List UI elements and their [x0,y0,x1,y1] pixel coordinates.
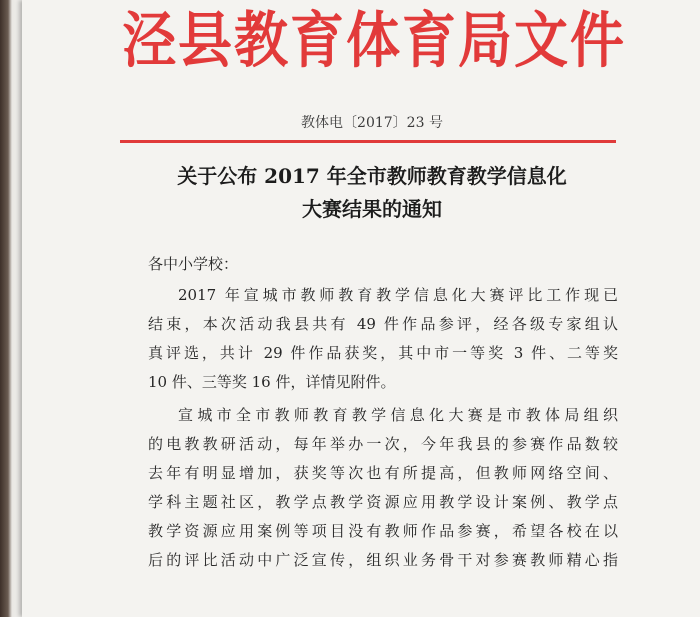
body-line-2: 结束，本次活动我县共有 49 件作品参评，经各级专家组认 [148,315,618,333]
document-number: 教体电〔2017〕23 号 [301,115,443,131]
body-line-10: 后的评比活动中广泛宣传，组织业务骨干对参赛教师精心指 [148,551,618,569]
body-line-7: 去年有明显增加，获奖等次也有所提高，但教师网络空间、 [148,464,618,482]
body-line-8: 学科主题社区，教学点教学资源应用教学设计案例、教学点 [148,493,618,511]
body-line-1: 2017 年宣城市教师教育教学信息化大赛评比工作现已 [178,286,618,304]
agency-title: 泾县教育体育局文件 [122,5,626,76]
body-line-4: 10 件、三等奖 16 件，详情见附件。 [148,373,396,391]
body-line-3: 真评选，共计 29 件作品获奖，其中市一等奖 3 件、二等奖 [148,344,618,362]
body-line-5: 宣城市全市教师教育教学信息化大赛是市教体局组织 [178,406,618,424]
addressee: 各中小学校： [148,255,239,273]
red-header-rule [120,140,616,143]
document-page [22,0,700,617]
notice-title-line-2: 大赛结果的通知 [302,197,442,221]
notice-title-line-1: 关于公布 2017 年全市教师教育教学信息化 [177,164,567,188]
notice-title [102,160,642,226]
body-line-6: 的电教教研活动，每年举办一次，今年我县的参赛作品数较 [148,435,618,453]
body-line-9: 教学资源应用案例等项目没有教师作品参赛，希望各校在以 [148,522,618,540]
